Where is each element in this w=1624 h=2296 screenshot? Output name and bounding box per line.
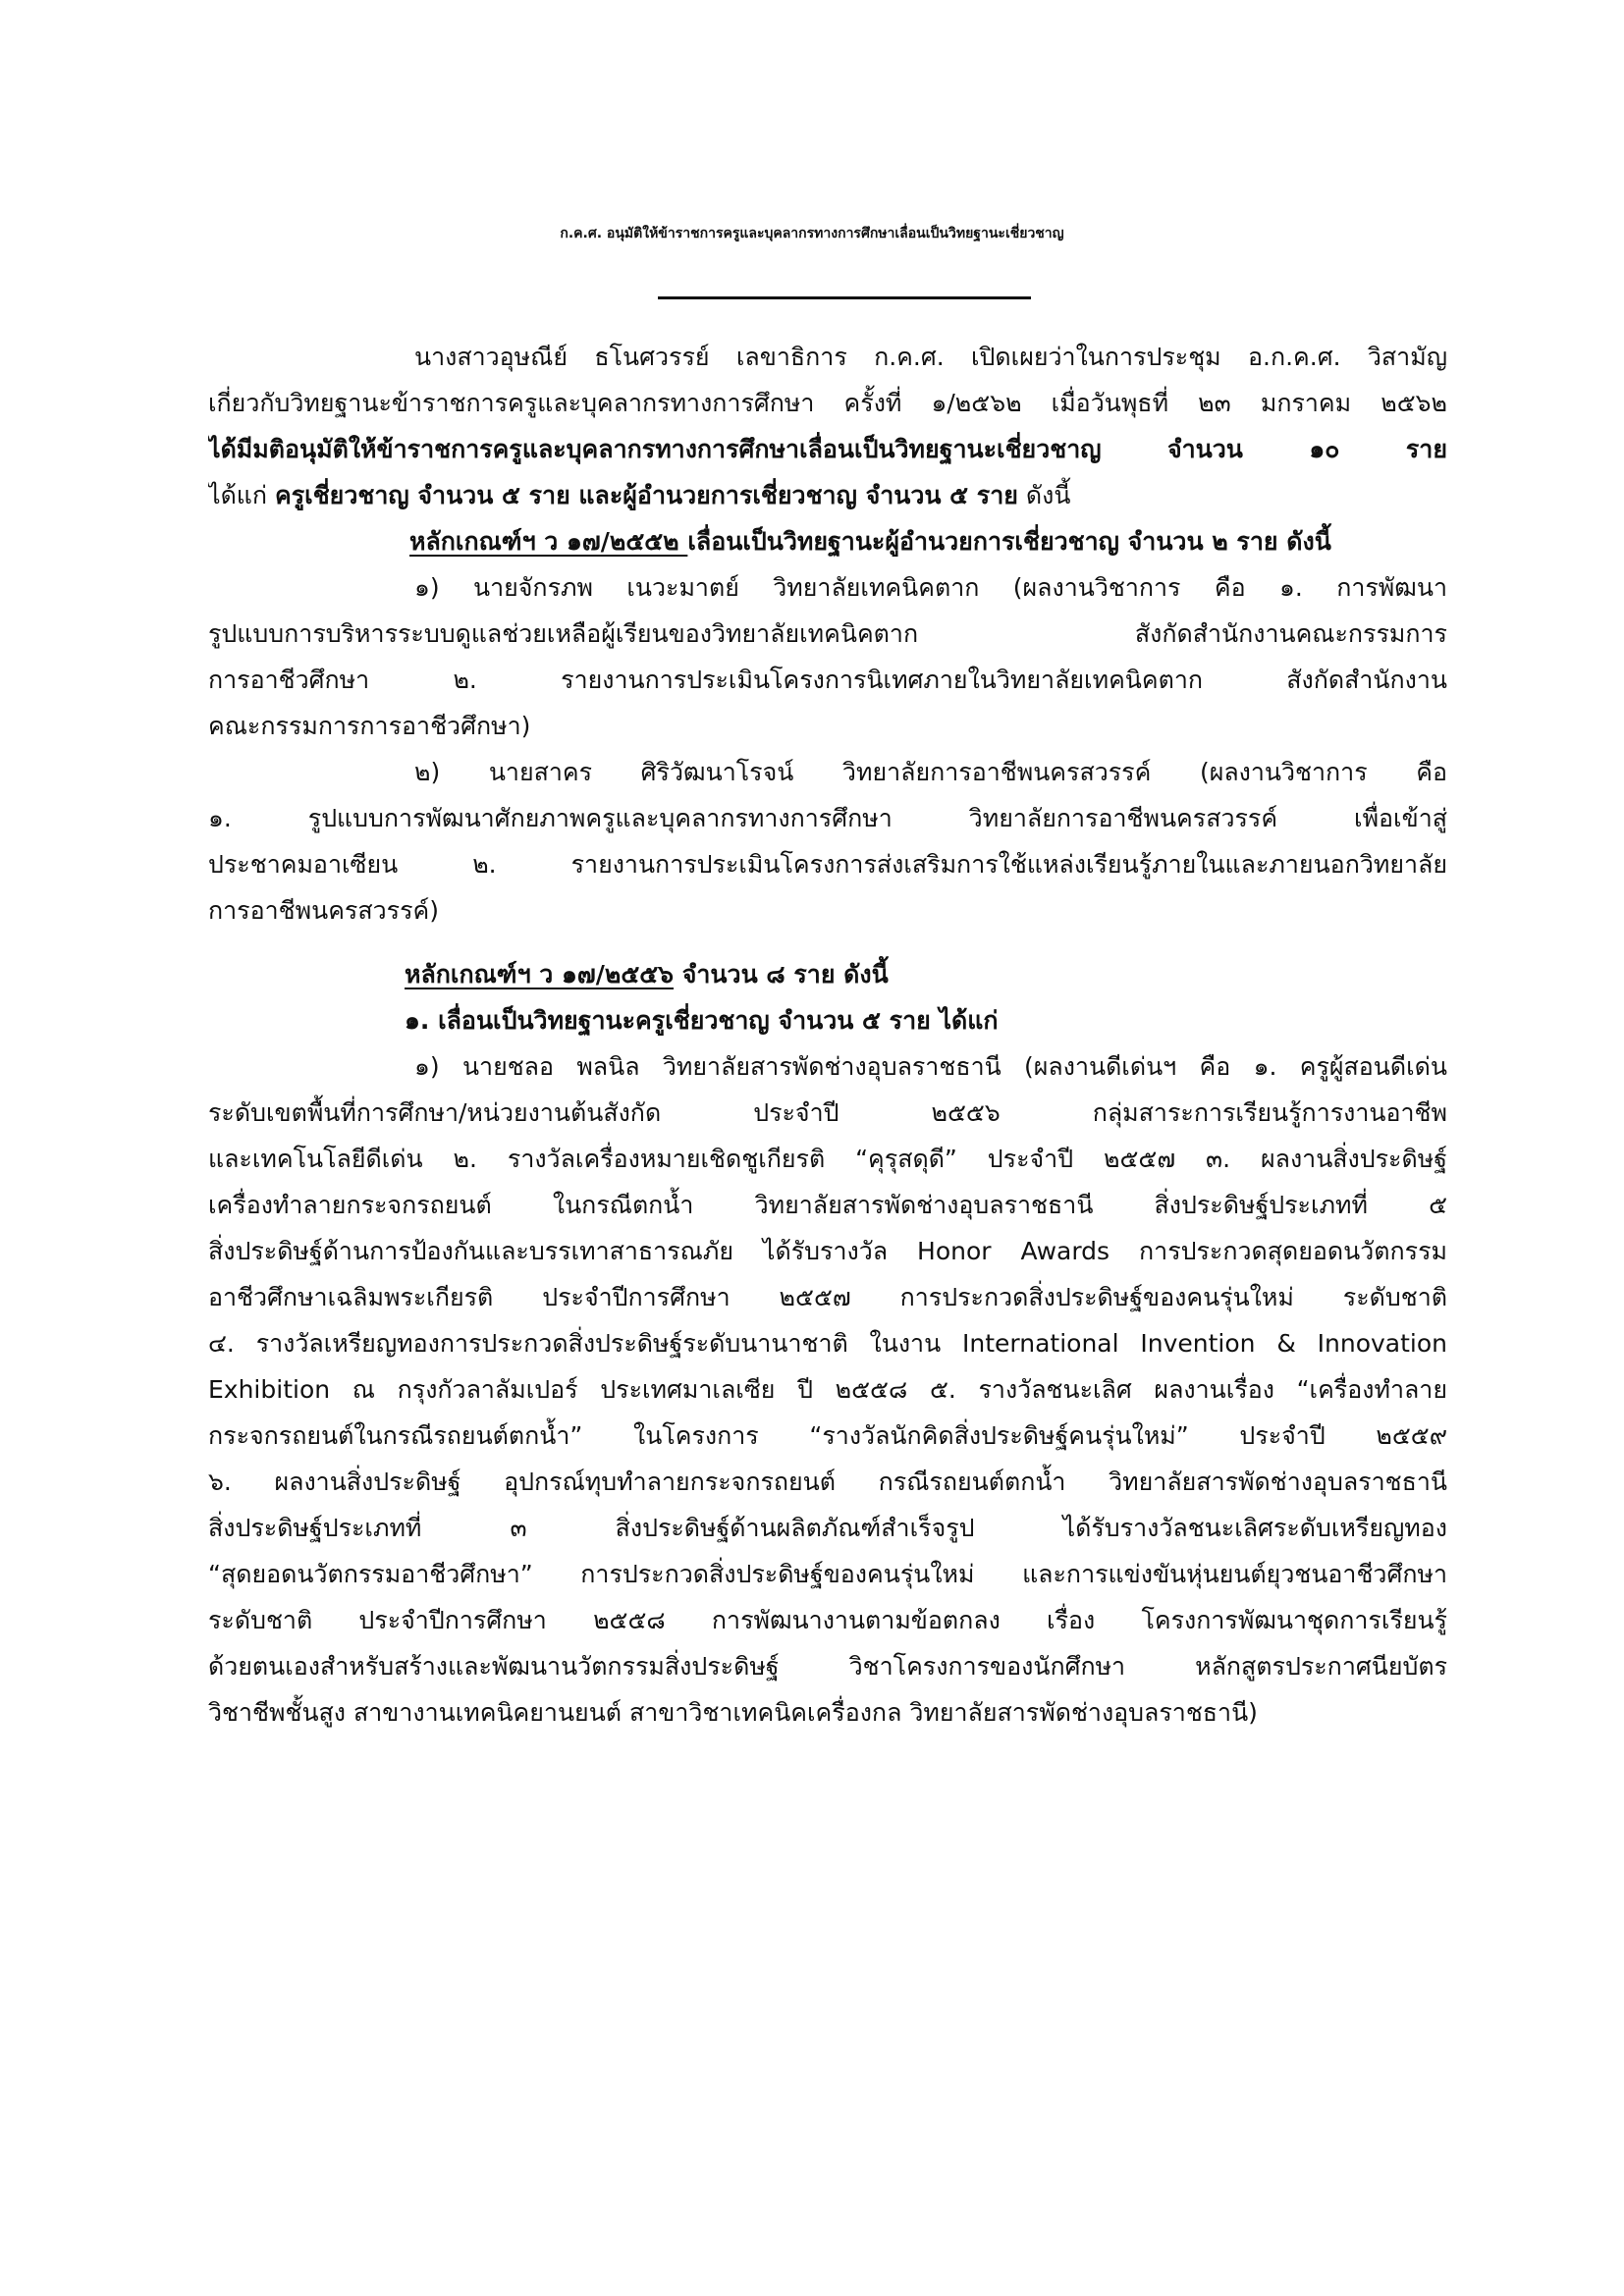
s2-item1-line-9: กระจกรถยนต์ในกรณีรถยนต์ตกน้ำ” ในโครงการ “รางวัลนักคิดสิ่งประดิษฐ์คนรุ่นใหม่” ประจำปี ๒๕๕๙: [208, 1421, 1447, 1450]
s2-item1-line-5: สิ่งประดิษฐ์ด้านการป้องกันและบรรเทาสาธารณภัย ได้รับรางวัล Honor Awards การประกวดสุดยอดนวัตกรรม: [208, 1237, 1447, 1265]
section1-ref: หลักเกณฑ์ฯ ว ๑๗/๒๕๕๒: [409, 527, 688, 556]
s2-item1-line-15: วิชาชีพชั้นสูง สาขางานเทคนิคยานยนต์ สาขาวิชาเทคนิคเครื่องกล วิทยาลัยสารพัดช่างอุบลราชธานี): [208, 1698, 1258, 1727]
s2-item1-line-12: “สุดยอดนวัตกรรมอาชีวศึกษา” การประกวดสิ่งประดิษฐ์ของคนรุ่นใหม่ และการแข่งขันหุ่นยนต์ยุวชนอาชีวศึกษา: [208, 1560, 1447, 1588]
s2-item1-line-7: ๔. รางวัลเหรียญทองการประกวดสิ่งประดิษฐ์ระดับนานาชาติ ในงาน International Invention & Innovation: [208, 1329, 1447, 1358]
s2-item1-line-10: ๖. ผลงานสิ่งประดิษฐ์ อุปกรณ์ทุบทำลายกระจกรถยนต์ กรณีรถยนต์ตกน้ำ วิทยาลัยสารพัดช่างอุบลราชธานี: [208, 1468, 1447, 1496]
intro-line-3: ได้มีมติอนุมัติให้ข้าราชการครูและบุคลากรทางการศึกษาเลื่อนเป็นวิทยฐานะเชี่ยวชาญ จำนวน ๑๐ ราย: [208, 435, 1447, 463]
intro-line-4-tail: ดังนี้: [1017, 481, 1071, 509]
intro-line-1: นางสาวอุษณีย์ ธโนศวรรย์ เลขาธิการ ก.ค.ศ. เปิดเผยว่าในการประชุม อ.ก.ค.ศ. วิสามัญ: [414, 343, 1447, 371]
section1-heading-text: เลื่อนเป็นวิทยฐานะผู้อำนวยการเชี่ยวชาญ จำนวน ๒ ราย ดังนี้: [687, 527, 1331, 556]
section2-heading: [208, 951, 1447, 997]
document-body: [208, 334, 1447, 1735]
s1-item1-line-4: คณะกรรมการการอาชีวศึกษา): [208, 712, 531, 740]
section2-subheading: ๑. เลื่อนเป็นวิทยฐานะครูเชี่ยวชาญ จำนวน ๕ ราย ได้แก่: [405, 1006, 999, 1035]
s1-item1-line-2: รูปแบบการบริหารระบบดูแลช่วยเหลือผู้เรียนของวิทยาลัยเทคนิคตาก สังกัดสำนักงานคณะกรรมการ: [208, 619, 1447, 648]
s1-item2-line-3: ประชาคมอาเซียน ๒. รายงานการประเมินโครงการส่งเสริมการใช้แหล่งเรียนรู้ภายในและภายนอกวิทยาลัย: [208, 850, 1447, 879]
s2-item1-line-13: ระดับชาติ ประจำปีการศึกษา ๒๕๕๘ การพัฒนางานตามข้อตกลง เรื่อง โครงการพัฒนาชุดการเรียนรู้: [208, 1606, 1447, 1634]
spacer: [208, 934, 1447, 951]
section2-heading-text: จำนวน ๘ ราย ดังนี้: [674, 960, 889, 988]
s2-item1-line-14: ด้วยตนเองสำหรับสร้างและพัฒนานวัตกรรมสิ่งประดิษฐ์ วิชาโครงการของนักศึกษา หลักสูตรประกาศนียบัตร: [208, 1652, 1447, 1681]
s2-item1-line-4: เครื่องทำลายกระจกรถยนต์ ในกรณีตกน้ำ วิทยาลัยสารพัดช่างอุบลราชธานี สิ่งประดิษฐ์ประเภทที่ ๕: [208, 1191, 1447, 1219]
page-title: ก.ค.ศ. อนุมัติให้ข้าราชการครูและบุคลากรทางการศึกษาเลื่อนเป็นวิทยฐานะเชี่ยวชาญ: [560, 226, 1064, 241]
s1-item1-line-1: ๑) นายจักรภพ เนวะมาตย์ วิทยาลัยเทคนิคตาก (ผลงานวิชาการ คือ ๑. การพัฒนา: [414, 573, 1447, 602]
title-divider: [658, 296, 1031, 299]
s1-item1-line-3: การอาชีวศึกษา ๒. รายงานการประเมินโครงการนิเทศภายในวิทยาลัยเทคนิคตาก สังกัดสำนักงาน: [208, 666, 1447, 694]
s1-item2-line-1: ๒) นายสาคร ศิริวัฒนาโรจน์ วิทยาลัยการอาชีพนครสวรรค์ (ผลงานวิชาการ คือ: [414, 758, 1447, 786]
section1-heading: [208, 518, 1447, 564]
s2-item1-line-1: ๑) นายชลอ พลนิล วิทยาลัยสารพัดช่างอุบลราชธานี (ผลงานดีเด่นฯ คือ ๑. ครูผู้สอนดีเด่น: [414, 1052, 1447, 1081]
intro-line-4-lead: ได้แก่: [208, 481, 276, 509]
intro-line-4: [208, 472, 1447, 518]
s2-item1-line-3: และเทคโนโลยีดีเด่น ๒. รางวัลเครื่องหมายเชิดชูเกียรติ “คุรุสดุดี” ประจำปี ๒๕๕๗ ๓. ผลงานสิ่งประดิษฐ์: [208, 1145, 1447, 1173]
s2-item1-line-6: อาชีวศึกษาเฉลิมพระเกียรติ ประจำปีการศึกษา ๒๕๕๗ การประกวดสิ่งประดิษฐ์ของคนรุ่นใหม่ ระดับชาติ: [208, 1283, 1447, 1311]
intro-line-4-bold: ครูเชี่ยวชาญ จำนวน ๕ ราย และผู้อำนวยการเชี่ยวชาญ จำนวน ๕ ราย: [275, 481, 1018, 509]
s1-item2-line-4: การอาชีพนครสวรรค์): [208, 896, 439, 925]
intro-line-2: เกี่ยวกับวิทยฐานะข้าราชการครูและบุคลากรทางการศึกษา ครั้งที่ ๑/๒๕๖๒ เมื่อวันพุธที่ ๒๓ มกราคม ๒๕๖๒: [208, 389, 1447, 417]
s2-item1-line-11: สิ่งประดิษฐ์ประเภทที่ ๓ สิ่งประดิษฐ์ด้านผลิตภัณฑ์สำเร็จรูป ได้รับรางวัลชนะเลิศระดับเหรียญทอง: [208, 1514, 1447, 1542]
section2-ref: หลักเกณฑ์ฯ ว ๑๗/๒๕๕๖: [405, 960, 675, 988]
s2-item1-line-8: Exhibition ณ กรุงกัวลาลัมเปอร์ ประเทศมาเลเซีย ปี ๒๕๕๘ ๕. รางวัลชนะเลิศ ผลงานเรื่อง “เครื่องทำลาย: [208, 1375, 1447, 1404]
s1-item2-line-2: ๑. รูปแบบการพัฒนาศักยภาพครูและบุคลากรทางการศึกษา วิทยาลัยการอาชีพนครสวรรค์ เพื่อเข้าสู่: [208, 804, 1447, 832]
s2-item1-line-2: ระดับเขตพื้นที่การศึกษา/หน่วยงานต้นสังกัด ประจำปี ๒๕๕๖ กลุ่มสาระการเรียนรู้การงานอาชีพ: [208, 1098, 1447, 1127]
